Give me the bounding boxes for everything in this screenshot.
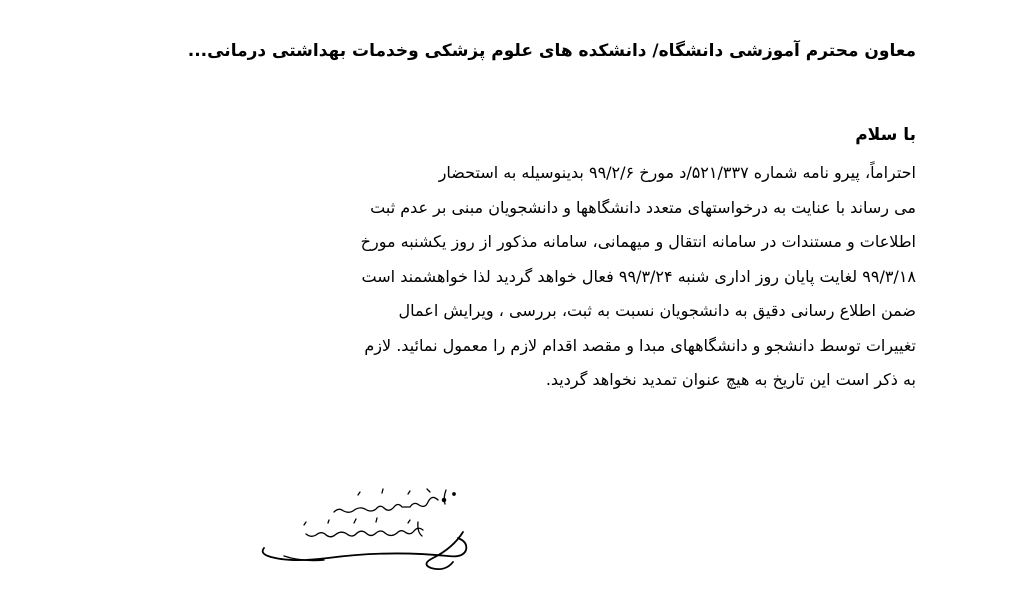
letter-addressee: معاون محترم آموزشی دانشگاه/ دانشکده های علوم پزشکی وخدمات بهداشتی درمانی... <box>187 41 916 61</box>
body-line: احتراماً، پیرو نامه شماره ۵۲۱/۳۳۷/د مورخ ۹۹/۲/۶ بدینوسیله به استحضار <box>438 163 916 182</box>
body-line: اطلاعات و مستندات در سامانه انتقال و میهمانی، سامانه مذکور از روز یکشنبه مورخ <box>360 232 916 251</box>
letter-body <box>216 156 916 398</box>
letter-greeting: با سلام <box>855 125 916 145</box>
body-line: می رساند با عنایت به درخواستهای متعدد دانشگاهها و دانشجویان مبنی بر عدم ثبت <box>370 197 916 217</box>
signature-graphic <box>258 486 478 586</box>
handwritten-signature <box>258 486 478 586</box>
body-line: تغییرات توسط دانشجو و دانشگاههای مبدا و مقصد اقدام لازم را معمول نمائید. لازم <box>364 335 916 355</box>
body-line: ۹۹/۳/۱۸ لغایت پایان روز اداری شنبه ۹۹/۳/۲۴ فعال خواهد گردید لذا خواهشمند است <box>361 266 916 286</box>
body-line: ضمن اطلاع رسانی دقیق به دانشجویان نسبت به ثبت، بررسی ، ویرایش اعمال <box>398 301 916 320</box>
body-line: به ذکر است این تاریخ به هیچ عنوان تمدید نخواهد گردید. <box>545 370 916 389</box>
